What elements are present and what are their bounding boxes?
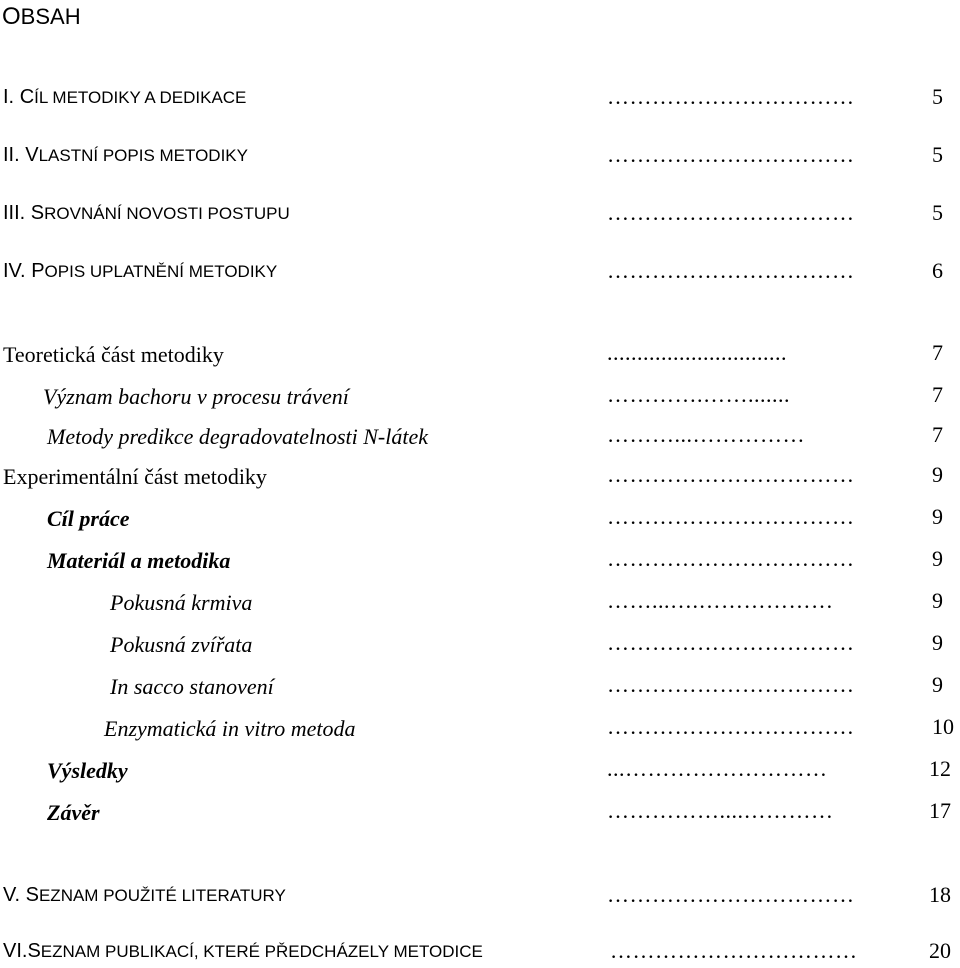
toc-leader: …………………………… xyxy=(607,84,855,109)
toc-section-1[interactable]: I. CÍL METODIKY A DEDIKACE xyxy=(3,86,247,108)
toc-page-number: 10 xyxy=(932,714,954,739)
toc-page-number: 9 xyxy=(932,546,943,571)
toc-leader: ………...…………… xyxy=(607,422,805,447)
toc-entry-experimentalni-cast[interactable]: Experimentální část metodiky xyxy=(3,464,267,489)
toc-leader: …………………………… xyxy=(607,258,855,283)
toc-entry-material-a-metodika[interactable]: Materiál a metodika xyxy=(47,548,231,573)
toc-entry-teoreticka-cast[interactable]: Teoretická část metodiky xyxy=(3,342,224,367)
toc-entry-zaver[interactable]: Závěr xyxy=(47,800,100,825)
page-title: OBSAH xyxy=(2,3,81,30)
toc-leader: .............................. xyxy=(607,340,787,365)
toc-leader: …………………………… xyxy=(607,200,855,225)
toc-page-number: 5 xyxy=(932,142,943,167)
toc-section-2[interactable]: II. VLASTNÍ POPIS METODIKY xyxy=(3,144,248,166)
toc-entry-vysledky[interactable]: Výsledky xyxy=(47,758,128,783)
toc-leader: ……………....………… xyxy=(607,798,834,823)
toc-entry-pokusna-krmiva[interactable]: Pokusná krmiva xyxy=(110,590,253,615)
toc-page-number: 9 xyxy=(932,630,943,655)
toc-entry-enzymaticka-metoda[interactable]: Enzymatická in vitro metoda xyxy=(104,716,356,741)
toc-page-number: 9 xyxy=(932,462,943,487)
toc-leader: …………………………… xyxy=(607,630,855,655)
toc-page-number: 9 xyxy=(932,588,943,613)
toc-leader: …………………………… xyxy=(607,462,855,487)
toc-page-number: 7 xyxy=(932,422,943,447)
toc-page-number: 20 xyxy=(929,938,951,963)
toc-leader: …………………………… xyxy=(610,938,858,963)
toc-leader: …………………………… xyxy=(607,882,855,907)
toc-entry-pokusna-zvirata[interactable]: Pokusná zvířata xyxy=(110,632,253,657)
toc-page-number: 9 xyxy=(932,504,943,529)
toc-page-number: 12 xyxy=(929,756,951,781)
toc-section-4[interactable]: IV. POPIS UPLATNĚNÍ METODIKY xyxy=(3,260,278,282)
toc-page-number: 9 xyxy=(932,672,943,697)
toc-entry-in-sacco[interactable]: In sacco stanovení xyxy=(110,674,274,699)
toc-page-number: 7 xyxy=(932,382,943,407)
toc-page-number: 5 xyxy=(932,200,943,225)
toc-leader: ……...….……………… xyxy=(607,588,834,613)
toc-leader: …………………………… xyxy=(607,504,855,529)
toc-page-number: 18 xyxy=(929,882,951,907)
toc-leader: …………………………… xyxy=(607,546,855,571)
toc-entry-cil-prace[interactable]: Cíl práce xyxy=(47,506,130,531)
toc-entry-metody-predikce[interactable]: Metody predikce degradovatelnosti N-látek xyxy=(47,424,429,449)
toc-leader: ...……………………… xyxy=(607,756,828,781)
toc-leader: …………………………… xyxy=(607,714,855,739)
toc-section-6[interactable]: VI.SEZNAM PUBLIKACÍ, KTERÉ PŘEDCHÁZELY METODICE xyxy=(3,940,483,962)
toc-page-number: 7 xyxy=(932,340,943,365)
toc-leader: …………………………… xyxy=(607,672,855,697)
toc-page-number: 17 xyxy=(929,798,951,823)
toc-page-number: 5 xyxy=(932,84,943,109)
toc-section-5[interactable]: V. SEZNAM POUŽITÉ LITERATURY xyxy=(3,884,286,906)
toc-leader: ………….……....... xyxy=(607,382,790,407)
toc-section-3[interactable]: III. SROVNÁNÍ NOVOSTI POSTUPU xyxy=(3,202,290,224)
toc-leader: …………………………… xyxy=(607,142,855,167)
toc-entry-vyznam-bachoru[interactable]: Význam bachoru v procesu trávení xyxy=(43,384,349,409)
toc-page-number: 6 xyxy=(932,258,943,283)
